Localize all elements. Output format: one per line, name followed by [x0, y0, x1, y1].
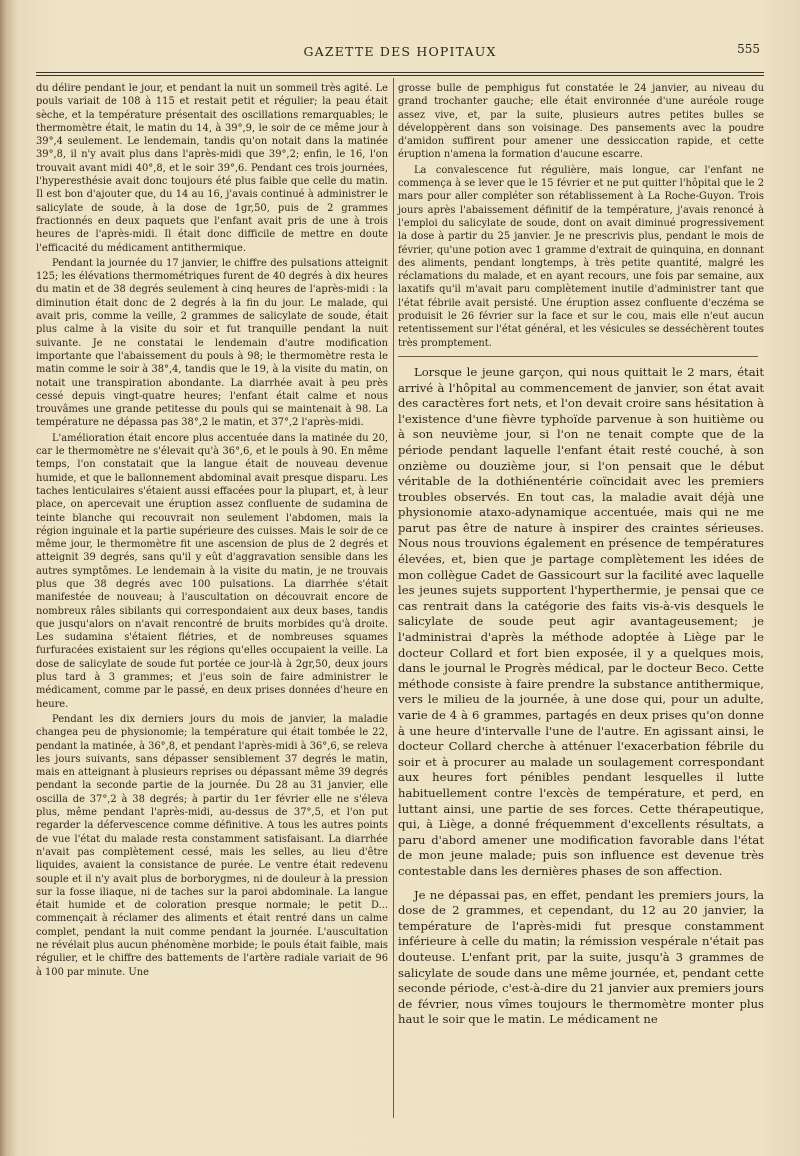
- page-header: [36, 44, 764, 64]
- right-column: [398, 82, 764, 1030]
- header-rule-thin: [36, 75, 764, 76]
- left-paragraph-4: Pendant les dix derniers jours du mois de janvier, la maladie changea peu de physionomie; la température qui était tombée le 22, pendant la matinée, à 36°,8, et pendant l'après-midi à 36°,6, se releva les jours suivants, sans dépasser sensiblement 37 degrés le matin, mais en atteignant à plusieurs reprises ou dépassant même 39 degrés pendant la seconde partie de la journée. Du 28 au 31 janvier, elle oscilla de 37°,2 à 38 degrés; à partir du 1er février elle ne s'éleva plus, même pendant l'après-midi, au-dessus de 37°,5, et l'on put regarder la défervescence comme définitive. A tous les autres points de vue l'état du malade resta constamment satisfaisant. La diarrhée n'avait pas complètement cessé, mais les selles, au lieu d'être liquides, avaient la consistance de purée. Le ventre était redevenu souple et il n'y avait plus de borborygmes, ni de douleur à la pression sur la fosse iliaque, ni de taches sur la paroi abdominale. La langue était humide et de coloration presque normale; le petit D... commençait à réclamer des aliments et était rentré dans un calme complet, pendant la nuit comme pendant la journée. L'auscultation ne révélait plus aucun phénomène morbide; le pouls était faible, mais régulier, et le chiffre des battements de l'artère radiale variait de 96 à 100 par minute. Une: [36, 713, 388, 978]
- left-paragraph-3: L'amélioration était encore plus accentuée dans la matinée du 20, car le thermomètre ne s'élevait qu'à 36°,6, et le pouls à 90. En même temps, l'on constatait que la langue était de nouveau devenue humide, et que le ballonnement abdominal avait presque disparu. Les taches lenticulaires s'étaient aussi effacées pour la plupart, et, à leur place, on apercevait une éruption assez confluente de sudamina de teinte blanche qui recouvrait non seulement l'abdomen, mais la région inguinale et la partie supérieure des cuisses. Mais le soir de ce même jour, le thermomètre fit une ascension de plus de 2 degrés et atteignit 39 degrés, sans qu'il y eût d'aggravation sensible dans les autres symptômes. Le lendemain à la visite du matin, je ne trouvais plus que 38 degrés avec 100 pulsations. La diarrhée s'était manifestée de nouveau; à l'auscultation on découvrait encore de nombreux râles sibilants qui correspondaient aux deux bases, tandis que jusqu'alors on n'avait rencontré de bruits morbides qu'à droite. Les sudamina s'étaient flétries, et de nombreuses squames furfuracées existaient sur les régions qu'elles occupaient la veille. La dose de salicylate de soude fut portée ce jour-là à 2gr,50, deux jours plus tard à 3 grammes; et j'eus soin de faire administrer le médicament, comme par le passé, en deux prises données d'heure en heure.: [36, 432, 388, 710]
- section-divider: [398, 356, 758, 357]
- journal-title: GAZETTE DES HOPITAUX: [303, 44, 497, 59]
- right-paragraph-3: Lorsque le jeune garçon, qui nous quittait le 2 mars, était arrivé à l'hôpital au commencement de janvier, son état avait des caractères fort nets, et l'on devait croire sans hésitation à l'existence d'une fièvre typhoïde parvenue à son huitième ou à son neuvième jour, si l'on ne tenait compte que de la période pendant laquelle l'enfant était resté couché, à son onzième ou douzième jour, si l'on pensait que le début véritable de la dothiénentérie coïncidait avec les premiers troubles observés. En tout cas, la maladie avait déjà une physionomie ataxo-adynamique accentuée, mais qui ne me parut pas être de nature à inspirer des craintes sérieuses. Nous nous trouvions également en présence de températures élevées, et, bien que je partage complètement les idées de mon collègue Cadet de Gassicourt sur la facilité avec laquelle les jeunes sujets supportent l'hyperthermie, je pensai que ce cas rentrait dans la catégorie des faits vis-à-vis desquels le salicylate de soude peut agir avantageusement; je l'administrai d'après la méthode adoptée à Liège par le docteur Collard et fort bien exposée, il y a quelques mois, dans le journal le Progrès médical, par le docteur Beco. Cette méthode consiste à faire prendre la substance antithermique, vers le milieu de la journée, à une dose qui, pour un adulte, varie de 4 à 6 grammes, partagés en deux prises qu'on donne à une heure d'intervalle l'une de l'autre. En agissant ainsi, le docteur Collard cherche à atténuer l'exacerbation fébrile du soir et à procurer au malade un soulagement correspondant aux heures fort pénibles pendant lesquelles il lutte habituellement contre l'excès de température, et perd, en luttant ainsi, une partie de ses forces. Cette thérapeutique, qui, à Liège, a donné fréquemment d'excellents résultats, a paru d'abord amener une modification favorable dans l'état de mon jeune malade; puis son influence est devenue très contestable dans les dernières phases de son affection.: [398, 364, 764, 878]
- left-paragraph-2: Pendant la journée du 17 janvier, le chiffre des pulsations atteignit 125; les élévations thermométriques furent de 40 degrés à dix heures du matin et de 38 degrés seulement à cinq heures de l'après-midi : la diminution était donc de 2 degrés à la fin du jour. Le malade, qui avait pris, comme la veille, 2 grammes de salicylate de soude, était plus calme à la visite du soir et fut tranquille pendant la nuit suivante. Je ne constatai le lendemain d'autre modification importante que l'abaissement du pouls à 98; le thermomètre resta le matin comme le soir à 38°,4, tandis que le 19, à la visite du matin, on notait une transpiration abondante. La diarrhée avait à peu près cessé depuis vingt-quatre heures; l'enfant était calme et nous trouvâmes une grande petitesse du pouls qui se maintenait à 98. La température ne dépassa pas 38°,2 le matin, et 37°,2 l'après-midi.: [36, 257, 388, 429]
- column-divider: [393, 78, 394, 1118]
- right-paragraph-4: Je ne dépassai pas, en effet, pendant les premiers jours, la dose de 2 grammes, et cependant, du 12 au 20 janvier, la température de l'après-midi fut presque constamment inférieure à celle du matin; la rémission vespérale n'était pas douteuse. L'enfant prit, par la suite, jusqu'à 3 grammes de salicylate de soude dans une même journée, et, pendant cette seconde période, c'est-à-dire du 21 janvier aux premiers jours de février, nous vîmes toujours le thermomètre monter plus haut le soir que le matin. Le médicament ne: [398, 887, 764, 1027]
- page-number: 555: [737, 42, 760, 56]
- right-paragraph-2: La convalescence fut régulière, mais longue, car l'enfant ne commença à se lever que le 15 février et ne put quitter l'hôpital que le 2 mars pour aller compléter son rétablissement à La Roche-Guyon. Trois jours après l'abaissement définitif de la température, j'avais renoncé à l'emploi du salicylate de soude, dont on avait diminué progressivement la dose à partir du 25 janvier. Je ne prescrivis plus, pendant le mois de février, qu'une potion avec 1 gramme d'extrait de quinquina, en donnant des aliments, pendant longtemps, à très petite quantité, malgré les réclamations du malade, et en ayant recours, une fois par semaine, aux laxatifs qu'il m'avait paru complètement inutile d'administrer tant que l'état fébrile avait persisté. Une éruption assez confluente d'eczéma se produisit le 26 février sur la face et sur le cou, mais elle n'eut aucun retentissement sur l'état général, et les vésicules se desséchèrent toutes très promptement.: [398, 164, 764, 349]
- left-paragraph-1: du délire pendant le jour, et pendant la nuit un sommeil très agité. Le pouls variait de 108 à 115 et restait petit et régulier; la peau était sèche, et la température présentait des oscillations remarquables; le thermomètre était, le matin du 14, à 39°,9, le soir de ce même jour à 39°,4 seulement. Le lendemain, tandis qu'on notait dans la matinée 39°,8, il n'y avait plus dans l'après-midi que 39°,2; enfin, le 16, l'on trouvait avant midi 40°,8, et le soir 39°,6. Pendant ces trois journées, l'hyperesthésie avait donc toujours été plus faible que celle du matin. Il est bon d'ajouter que, du 14 au 16, j'avais continué à administrer le salicylate de soude, à la dose de 1gr,50, puis de 2 grammes fractionnés en deux paquets que l'enfant avait pris de une à trois heures de l'après-midi. Il était donc difficile de mettre en doute l'efficacité du médicament antithermique.: [36, 83, 388, 254]
- right-paragraph-1: grosse bulle de pemphigus fut constatée le 24 janvier, au niveau du grand trochanter gauche; elle était environnée d'une auréole rouge assez vive, et, par la suite, plusieurs autres petites bulles se développèrent dans son voisinage. Des pansements avec la poudre d'amidon suffirent pour amener une dessiccation rapide, et cette éruption n'amena la formation d'aucune escarre.: [398, 83, 764, 161]
- header-rule-thick: [36, 72, 764, 73]
- left-column: [36, 82, 388, 981]
